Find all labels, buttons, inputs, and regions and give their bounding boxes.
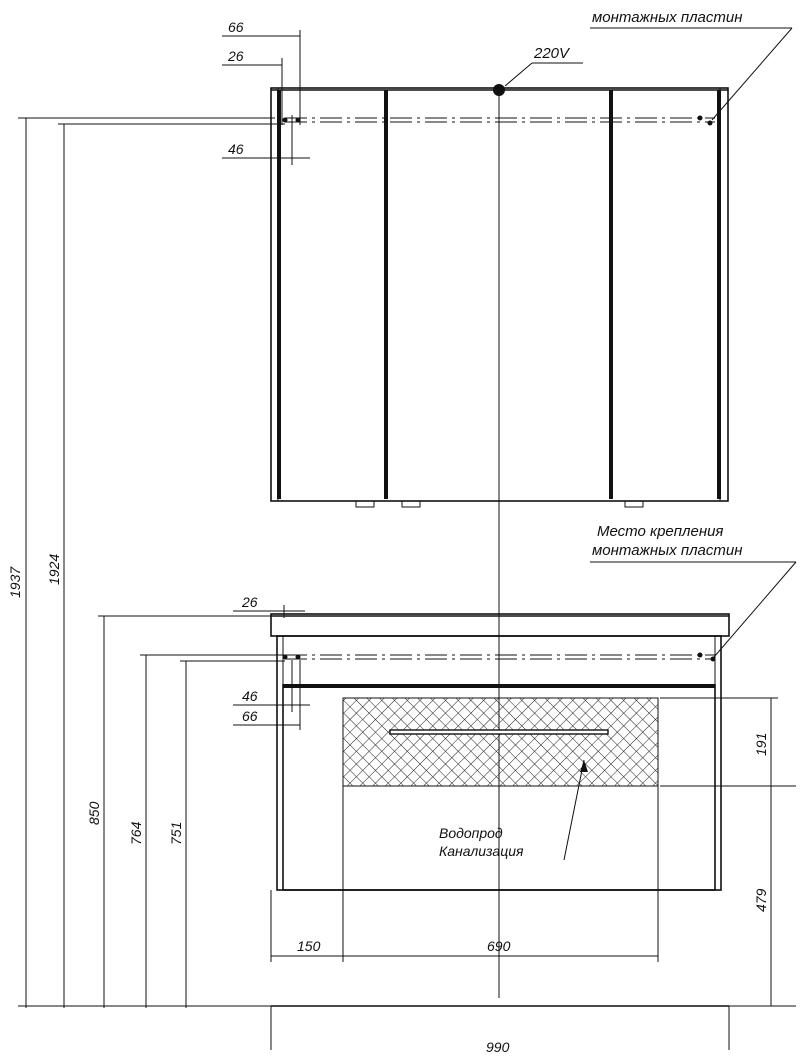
dim-cabinet-26: 26 [242, 594, 258, 610]
power-label: 220V [534, 45, 570, 62]
dim-height-751: 751 [168, 821, 184, 845]
dim-width-690: 690 [487, 938, 511, 954]
dim-height-1924: 1924 [46, 553, 62, 585]
dim-height-764: 764 [128, 821, 144, 845]
dim-height-1937: 1937 [7, 566, 23, 598]
dim-mirror-46: 46 [228, 141, 244, 157]
dim-height-479: 479 [753, 888, 769, 912]
dim-height-191: 191 [753, 732, 769, 756]
dim-cabinet-46: 46 [242, 688, 258, 704]
mirror-light [625, 501, 643, 507]
dim-width-150: 150 [297, 938, 321, 954]
mirror-light [402, 501, 420, 507]
height-dimensions [7, 118, 796, 1008]
plumbing-label-1: Водопрод [439, 825, 503, 841]
dim-cabinet-66: 66 [242, 708, 258, 724]
mount-plates-label-bottom-2: монтажных пластин [592, 542, 743, 559]
mount-plates-label-top: монтажных пластин [592, 9, 743, 26]
utility-zone [343, 698, 658, 786]
right-dimensions [660, 698, 796, 1006]
plumbing-label-2: Канализация [439, 843, 524, 859]
dim-mirror-66: 66 [228, 19, 244, 35]
countertop [271, 614, 729, 636]
drawer-handle [390, 730, 608, 734]
mirror-light [356, 501, 374, 507]
mirror-offset-dims [222, 19, 310, 165]
dim-width-990: 990 [486, 1039, 510, 1055]
dim-mirror-26: 26 [228, 48, 244, 64]
dim-height-850: 850 [86, 801, 102, 825]
mount-plates-label-bottom-1: Место крепления [597, 523, 724, 540]
